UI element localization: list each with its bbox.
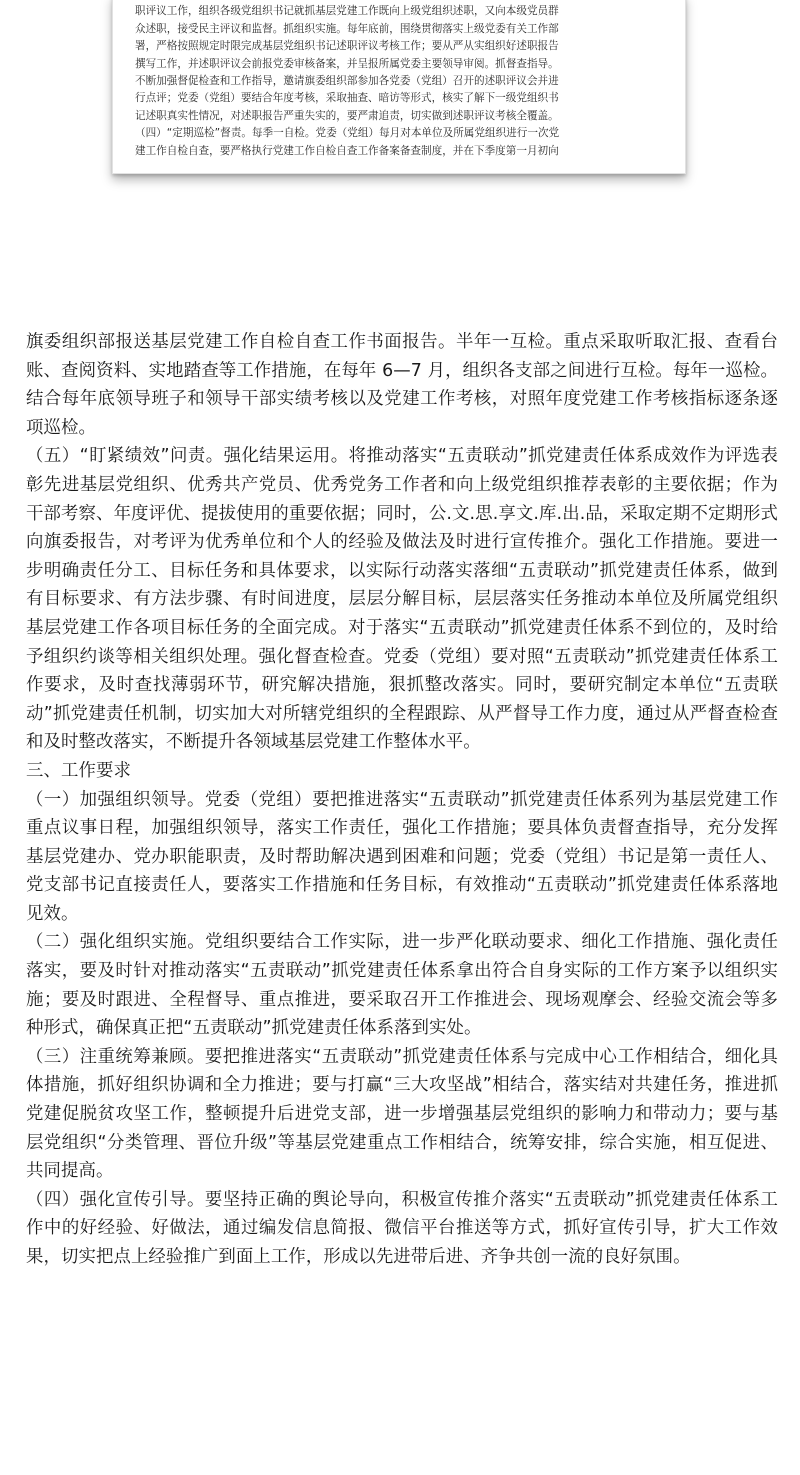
preview-line: 记述职真实性情况，对述职报告严重失实的，要严肃追责，切实做到述职评议考核全覆盖。 [135, 109, 559, 122]
article-paragraph: （二）强化组织实施。党组织要结合工作实际，进一步严化联动要求、细化工作措施、强化责任落实，要及时针对推动落实“五责联动”抓党建责任体系拿出符合自身实际的工作方案予以组织实施；要及时跟进、全程督导、重点推进，要采取召开工作推进会、现场观摩会、经验交流会等多种形式，确保真正把“五责联动”抓党建责任体系落到实处。 [26, 932, 778, 1039]
preview-line: 众述职，接受民主评议和监督。抓组织实施。每年底前，围绕贯彻落实上级党委有关工作部 [135, 22, 559, 35]
document-page-preview [112, 0, 686, 174]
section-heading: 三、工作要求 [26, 760, 131, 781]
preview-line: 不断加强督促检查和工作指导，邀请旗委组织部参加各党委（党组）召开的述职评议会并进 [135, 75, 559, 88]
preview-line: 职评议工作，组织各级党组织书记就抓基层党建工作既向上级党组织述职，又向本级党员群 [135, 5, 559, 18]
article-body [26, 328, 778, 1272]
preview-text-block [135, 0, 665, 160]
article-paragraph: （三）注重统筹兼顾。要把推进落实“五责联动”抓党建责任体系与完成中心工作相结合，细化具体措施，抓好组织协调和全力推进；要与打赢“三大攻坚战”相结合，落实结对共建任务，推进抓党建促脱贫攻坚工作，整顿提升后进党支部，进一步增强基层党组织的影响力和带动力；要与基层党组织“分类管理、晋位升级”等基层党建重点工作相结合，统筹安排，综合实施，相互促进、共同提高。 [26, 1046, 778, 1182]
preview-line: 撰写工作，并述职评议会前报党委审核备案，并呈报所属党委主要领导审阅。抓督查指导。 [135, 57, 559, 70]
article-paragraph: （五）“盯紧绩效”问责。强化结果运用。将推动落实“五责联动”抓党建责任体系成效作为评选表彰先进基层党组织、优秀共产党员、优秀党务工作者和向上级党组织推荐表彰的主要依据；作为干部考察、年度评优、提拔使用的重要依据；同时，公.文.思.享文.库.出.品，采取定期不定期形式向旗委报告，对考评为优秀单位和个人的经验及做法及时进行宣传推介。强化工作措施。要进一步明确责任分工、目标任务和具体要求，以实际行动落实落细“五责联动”抓党建责任体系，做到有目标要求、有方法步骤、有时间进度，层层分解目标，层层落实任务推动本单位及所属党组织基层党建工作各项目标任务的全面完成。对于落实“五责联动”抓党建责任体系不到位的，及时给予组织约谈等相关组织处理。强化督查检查。党委（党组）要对照“五责联动”抓党建责任体系工作要求，及时查找薄弱环节，研究解决措施，狠抓整改落实。同时，要研究制定本单位“五责联动”抓党建责任机制，切实加大对所辖党组织的全程跟踪、从严督导工作力度，通过从严督查检查和及时整改落实，不断提升各领域基层党建工作整体水平。 [26, 446, 778, 753]
article-paragraph: （一）加强组织领导。党委（党组）要把推进落实“五责联动”抓党建责任体系列为基层党建工作重点议事日程，加强组织领导，落实工作责任，强化工作措施；要具体负责督查指导，充分发挥基层党建办、党办职能职责，及时帮助解决遇到困难和问题；党委（党组）书记是第一责任人、党支部书记直接责任人，要落实工作措施和任务目标，有效推动“五责联动”抓党建责任体系落地见效。 [26, 789, 778, 924]
article-paragraph: 旗委组织部报送基层党建工作自检自查工作书面报告。半年一互检。重点采取听取汇报、查看台账、查阅资料、实地踏查等工作措施，在每年 6—7 月，组织各支部之间进行互检。每年一巡检。结合每年底领导班子和领导干部实绩考核以及党建工作考核，对照年度党建工作考核指标逐条逐项巡检。 [26, 332, 778, 438]
preview-line: 建工作自检自查，要严格执行党建工作自检自查工作备案备查制度，并在下季度第一月初向 [135, 144, 559, 157]
preview-line: 署，严格按照规定时限完成基层党组织书记述职评议考核工作；要从严从实组织好述职报告 [135, 40, 559, 53]
preview-line: 行点评；党委（党组）要结合年度考核，采取抽查、暗访等形式，核实了解下一级党组织书 [135, 92, 559, 105]
article-paragraph: （四）强化宣传引导。要坚持正确的舆论导向，积极宣传推介落实“五责联动”抓党建责任体系工作中的好经验、好做法，通过编发信息简报、微信平台推送等方式，抓好宣传引导，扩大工作效果，切实把点上经验推广到面上工作，形成以先进带后进、齐争共创一流的良好氛围。 [26, 1189, 778, 1267]
preview-line: （四）“定期巡检”督责。每季一自检。党委（党组）每月对本单位及所属党组织进行一次党 [135, 127, 560, 140]
document-preview-area [0, 0, 800, 215]
